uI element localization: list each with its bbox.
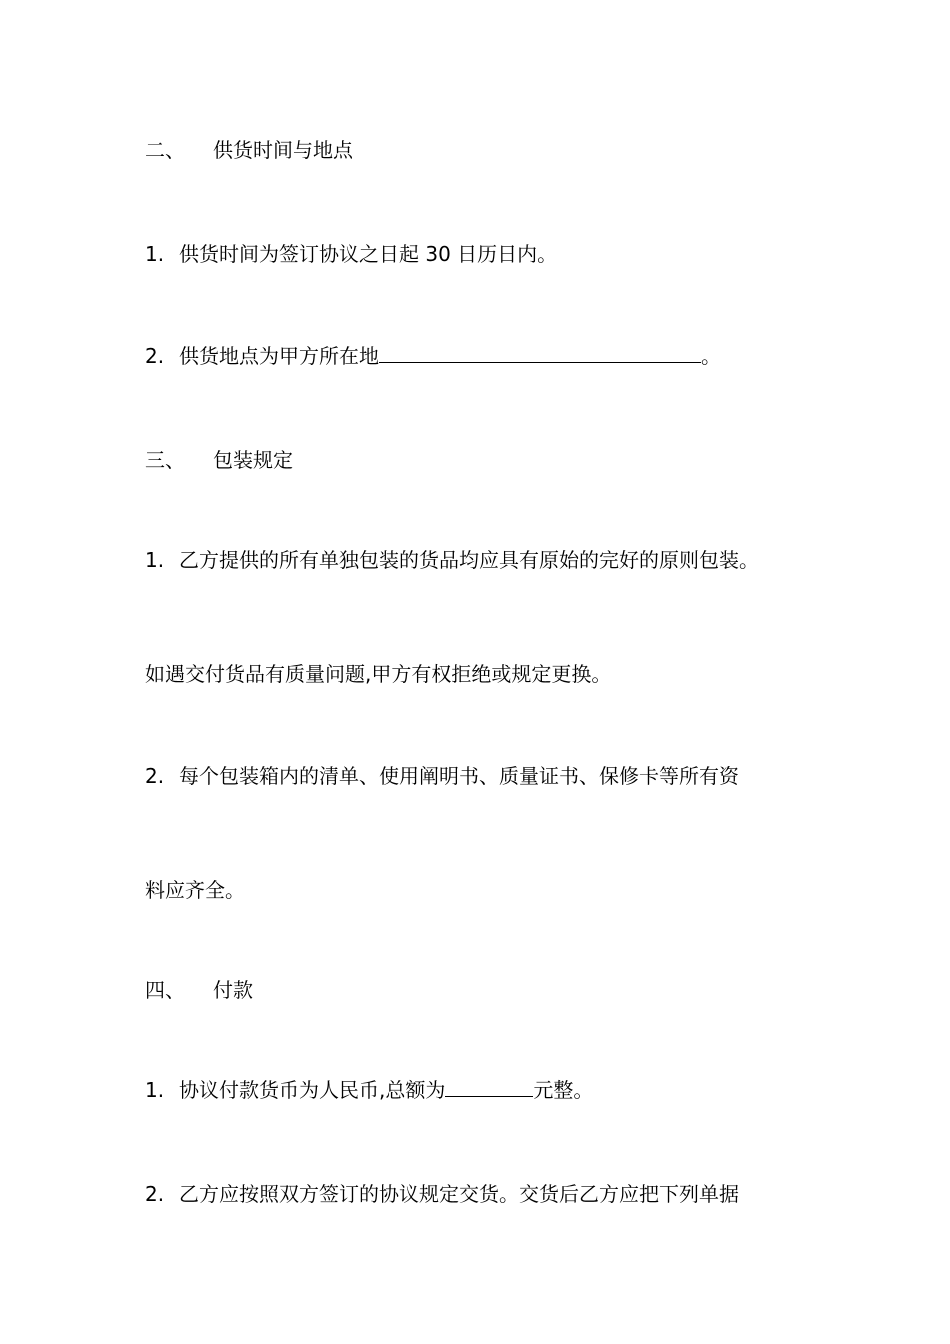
section-3-heading <box>145 446 293 474</box>
item-number: 1. <box>145 1078 165 1102</box>
item-number: 1. <box>145 548 165 572</box>
item-number: 2. <box>145 764 165 788</box>
item-text: 每个包装箱内的清单、使用阐明书、质量证书、保修卡等所有资 <box>179 764 739 788</box>
item-text: 乙方应按照双方签订的协议规定交货。交货后乙方应把下列单据 <box>179 1182 739 1206</box>
item-text: 协议付款货币为人民币,总额为 <box>179 1078 446 1102</box>
section-title: 供货时间与地点 <box>213 138 353 162</box>
item-text: 供货地点为甲方所在地 <box>179 344 379 368</box>
item-number: 1. <box>145 242 165 266</box>
section-number: 三、 <box>145 448 185 472</box>
item-text: 乙方提供的所有单独包装的货品均应具有原始的完好的原则包装。 <box>179 548 759 572</box>
section-2-item-2 <box>145 342 721 370</box>
item-text: 供货时间为签订协议之日起 30 日历日内。 <box>179 242 558 266</box>
section-2-heading <box>145 136 353 164</box>
section-2-item-1 <box>145 240 557 268</box>
section-4-item-2 <box>145 1180 739 1208</box>
section-4-item-1 <box>145 1076 593 1104</box>
section-title: 付款 <box>213 978 253 1002</box>
section-title: 包装规定 <box>213 448 293 472</box>
section-3-item-1 <box>145 546 759 574</box>
section-4-heading <box>145 976 253 1004</box>
section-3-paragraph: 如遇交付货品有质量问题,甲方有权拒绝或规定更换。 <box>145 662 612 686</box>
item-text-end: 。 <box>701 344 721 368</box>
amount-blank <box>445 1078 533 1097</box>
section-3-item-2 <box>145 762 739 790</box>
section-number: 二、 <box>145 138 185 162</box>
item-number: 2. <box>145 1182 165 1206</box>
item-text-end: 元整。 <box>533 1078 594 1102</box>
location-blank <box>379 344 701 363</box>
section-3-continuation: 料应齐全。 <box>145 878 245 902</box>
item-number: 2. <box>145 344 165 368</box>
section-number: 四、 <box>145 978 185 1002</box>
